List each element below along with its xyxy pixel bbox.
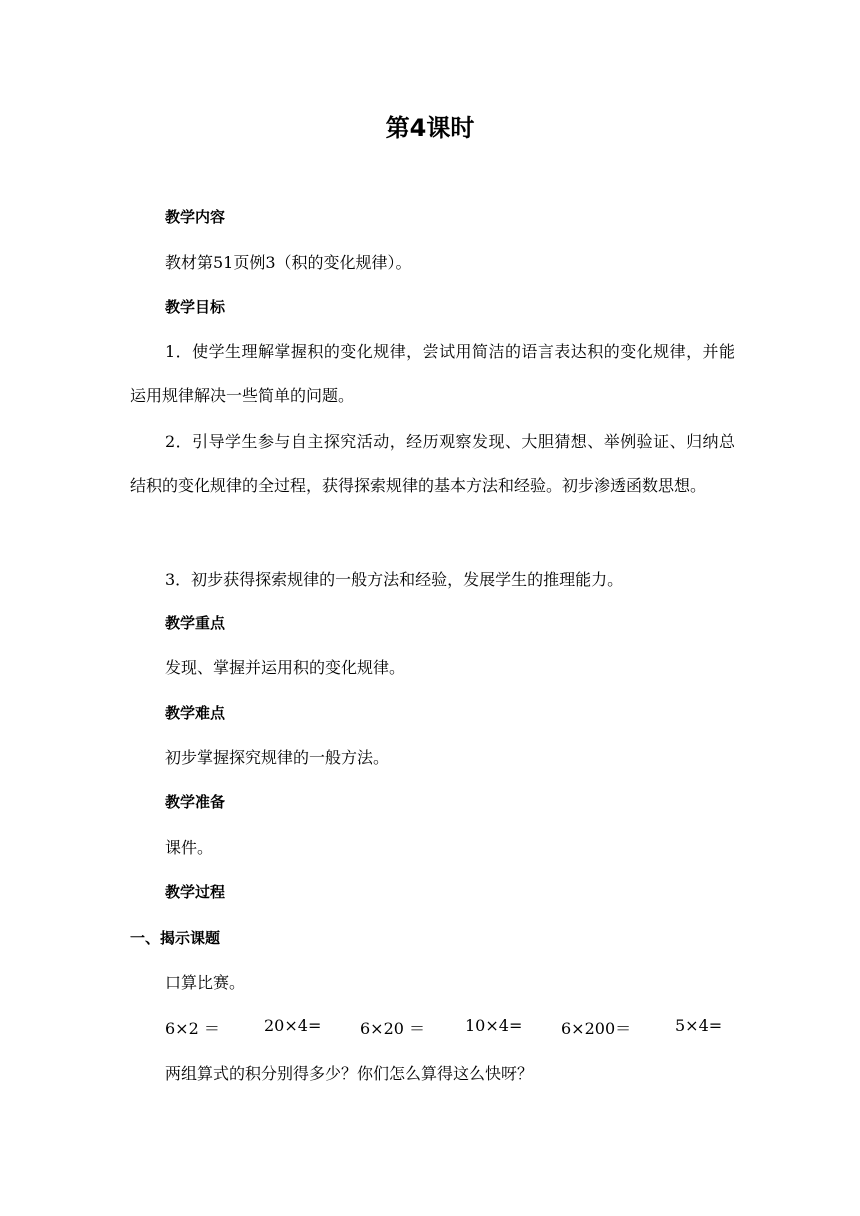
text-teaching-content: 教材第51页例3（积的变化规律）。 <box>165 253 412 272</box>
heading-key-points: 教学重点 <box>165 614 226 632</box>
calculation-row <box>165 1016 735 1038</box>
calculation-item: 6×2 ＝ <box>165 1019 220 1038</box>
text-difficulty: 初步掌握探究规律的一般方法。 <box>165 748 390 767</box>
heading-teaching-process: 教学过程 <box>165 883 226 901</box>
calculation-item: 5×4= <box>675 1016 723 1035</box>
text-preparation: 课件。 <box>165 838 214 857</box>
text-key-points: 发现、掌握并运用积的变化规律。 <box>165 658 406 677</box>
heading-teaching-goals: 教学目标 <box>165 298 226 316</box>
goal-item-2: 2．引导学生参与自主探究活动，经历观察发现、大胆猜想、举例验证、归纳总结积的变化规律的全过程，获得探索规律的基本方法和经验。初步渗透函数思想。 <box>130 432 735 495</box>
heading-preparation: 教学准备 <box>165 793 226 811</box>
heading-difficulty: 教学难点 <box>165 704 226 722</box>
goal-item-3: 3．初步获得探索规律的一般方法和经验，发展学生的推理能力。 <box>165 570 624 589</box>
heading-step-1: 一、揭示课题 <box>130 929 221 947</box>
calculation-item: 6×200＝ <box>561 1019 632 1038</box>
page-title: 第4课时 <box>385 114 475 142</box>
goal-item-1: 1．使学生理解掌握积的变化规律，尝试用简洁的语言表达积的变化规律，并能运用规律解决一些简单的问题。 <box>130 342 735 405</box>
text-step-1: 口算比赛。 <box>165 973 246 992</box>
calculation-item: 10×4= <box>465 1016 523 1035</box>
heading-teaching-content: 教学内容 <box>165 208 226 226</box>
calculation-item: 6×20 ＝ <box>360 1019 426 1038</box>
calculation-item: 20×4= <box>264 1016 322 1035</box>
text-question: 两组算式的积分别得多少？你们怎么算得这么快呀？ <box>165 1064 534 1083</box>
